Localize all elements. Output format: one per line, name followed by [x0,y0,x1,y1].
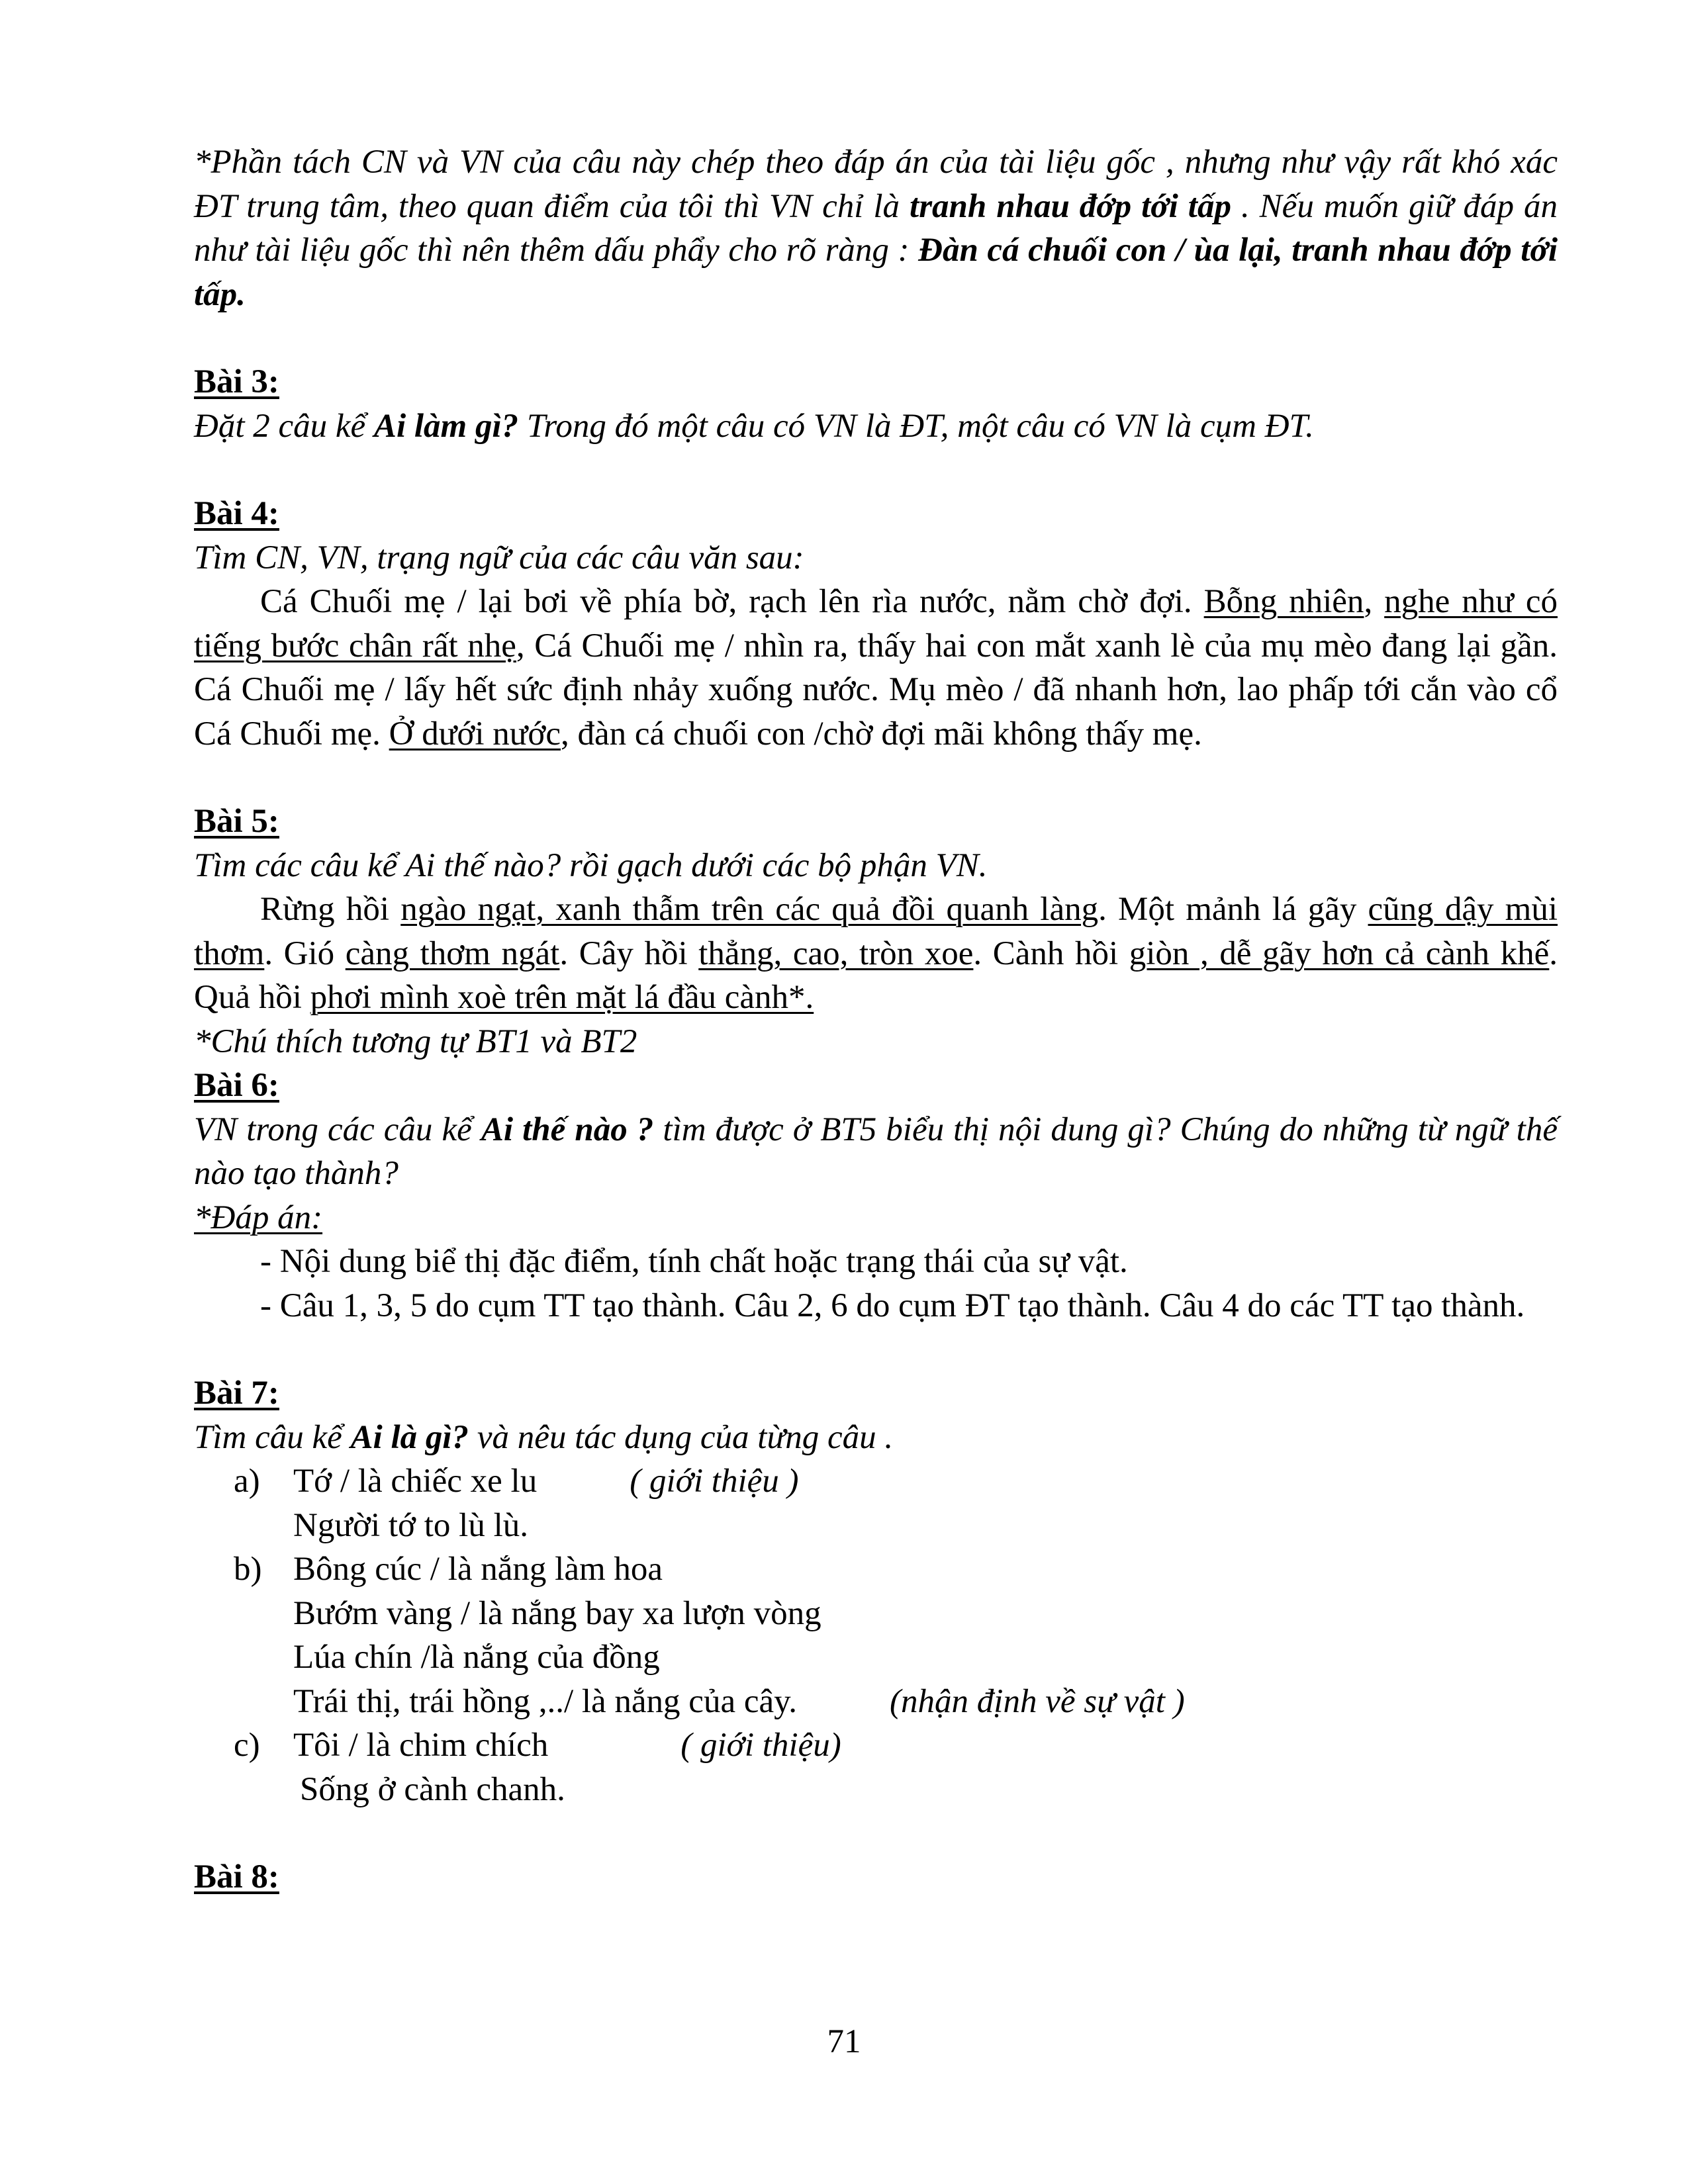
bai4-instruction: Tìm CN, VN, trạng ngữ của các câu văn sau: [194,539,804,576]
bai5-underline: ngào ngạt, xanh thẫm trên các quả đồi quanh làng [400,891,1099,928]
bai6-text-2: tìm được ở BT5 biểu thị nội dung gì? Chúng do những từ ngữ thế nào tạo thành? [194,1111,1558,1192]
bai5-text: . Một mảnh lá gãy [1098,891,1368,928]
verse-line: Tớ / là chiếc xe lu [293,1463,538,1500]
purpose-note: ( giới thiệu) [680,1727,841,1764]
bai4-text: , [1364,583,1385,620]
bai3-instruction [194,404,1558,449]
bai5-underline: giòn , dễ gãy hơn cả cành khế [1129,934,1550,972]
verse-line: Tôi / là chim chích [293,1727,549,1764]
bai7-text: Tìm câu kể [194,1418,351,1456]
bai4-passage [194,580,1558,756]
bai7-b-line2: Bướm vàng / là nắng bay xa lượn vòng [293,1594,821,1632]
bai7-c-line1 [293,1723,841,1768]
note-paragraph [194,140,1558,316]
bai5-instruction: Tìm các câu kể Ai thế nào? rồi gạch dưới các bộ phận VN. [194,846,988,884]
bai3-text-2: Trong đó một câu có VN là ĐT, một câu có VN là cụm ĐT. [518,407,1314,445]
bai5-underline: càng thơm ngát [345,934,560,972]
bai7-a-line2: Người tớ to lù lù. [293,1506,529,1544]
bai4-underline: Bỗng nhiên [1203,583,1364,620]
list-marker: b) [234,1551,262,1588]
bai5-text: Rừng hồi [260,891,401,928]
bai7-bold: Ai là gì? [350,1418,469,1456]
document-page [194,140,1558,1899]
bai7-instruction [194,1416,1558,1460]
bai5-text: . Quả hồi [194,934,1558,1016]
bai5-text: . Cây hồi [559,934,699,972]
bai7-c-line2: Sống ở cành chanh. [300,1770,565,1808]
bai4-underline: nghe như có tiếng bước chân rất nhẹ [194,583,1558,664]
bai6-bold: Ai thế nào ? [481,1111,654,1148]
bai7-item-a [194,1459,1558,1504]
bai6-answer-2: - Câu 1, 3, 5 do cụm TT tạo thành. Câu 2, 6 do cụm ĐT tạo thành. Câu 4 do các TT tạo thành. [260,1287,1525,1324]
bai6-heading: Bài 6: [194,1067,279,1104]
bai7-heading: Bài 7: [194,1375,279,1412]
list-marker: c) [234,1727,260,1764]
bai6-answer-1: - Nội dung biể thị đặc điểm, tính chất hoặc trạng thái của sự vật. [260,1243,1128,1280]
bai7-b-line3: Lúa chín /là nắng của đồng [293,1639,660,1676]
bai5-text: . Cành hồi [973,934,1129,972]
note-bold-example: Đàn cá chuối con / ùa lại, tranh nhau đớp tới tấp. [194,232,1558,313]
bai5-text: . Gió [264,934,346,972]
bai5-footnote: *Chú thích tương tự BT1 và BT2 [194,1023,637,1060]
purpose-note: ( giới thiệu ) [630,1463,799,1500]
note-bold-predicate: tranh nhau đớp tới tấp [910,187,1231,225]
note-text-2: . Nếu muốn giữ đáp án như tài liệu gốc thì nên thêm dấu phẩy cho rõ ràng : [194,187,1558,269]
bai4-text: Cá Chuối mẹ / lại bơi về phía bờ, rạch lên rìa nước, nằm chờ đợi. [260,583,1204,620]
bai7-a-line1 [293,1459,798,1504]
bai6-question [194,1108,1558,1196]
bai5-heading: Bài 5: [194,803,279,840]
bai3-text: Đặt 2 câu kể [194,407,374,445]
bai4-underline: Ở dưới nước [389,715,561,752]
bai5-underline: cũng dậy mùi thơm [194,891,1558,972]
bai7-b-line4 [194,1680,1558,1724]
note-text: *Phần tách CN và VN của câu này chép theo đáp án của tài liệu gốc , nhưng như vậy rất khó xác ĐT trung tâm, theo quan điểm của tôi thì VN chỉ là [194,144,1558,225]
bai3-heading: Bài 3: [194,363,279,400]
verse-line: Trái thị, trái hồng ,../ là nắng của cây. [293,1682,798,1720]
bai7-item-b [194,1547,1558,1592]
bai7-item-c [194,1723,1558,1768]
bai4-text: , đàn cá chuối con /chờ đợi mãi không thấy mẹ. [561,715,1202,752]
bai6-text: VN trong các câu kể [194,1111,481,1148]
bai7-text-2: và nêu tác dụng của từng câu . [469,1418,894,1456]
verse-line: Bông cúc / là nắng làm hoa [293,1551,663,1588]
purpose-note: (nhận định về sự vật ) [890,1682,1185,1720]
list-marker: a) [234,1463,260,1500]
bai5-passage [194,887,1558,1020]
bai3-bold: Ai làm gì? [373,407,519,445]
bai5-underline: thẳng, cao, tròn xoe [698,934,974,972]
bai6-answer-label: *Đáp án: [194,1199,323,1236]
bai8-heading: Bài 8: [194,1858,279,1895]
bai4-heading: Bài 4: [194,495,279,532]
bai5-underline: phơi mình xoè trên mặt lá đầu cành*. [310,979,814,1016]
page-number: 71 [827,2023,861,2060]
bai4-text: , Cá Chuối mẹ / nhìn ra, thấy hai con mắt xanh lè của mụ mèo đang lại gần. Cá Chuối mẹ / lấy hết sức định nhảy xuống nước. Mụ mèo / đã nhanh hơn, lao phấp tới cắn vào cổ Cá Chuối mẹ. [194,627,1558,752]
